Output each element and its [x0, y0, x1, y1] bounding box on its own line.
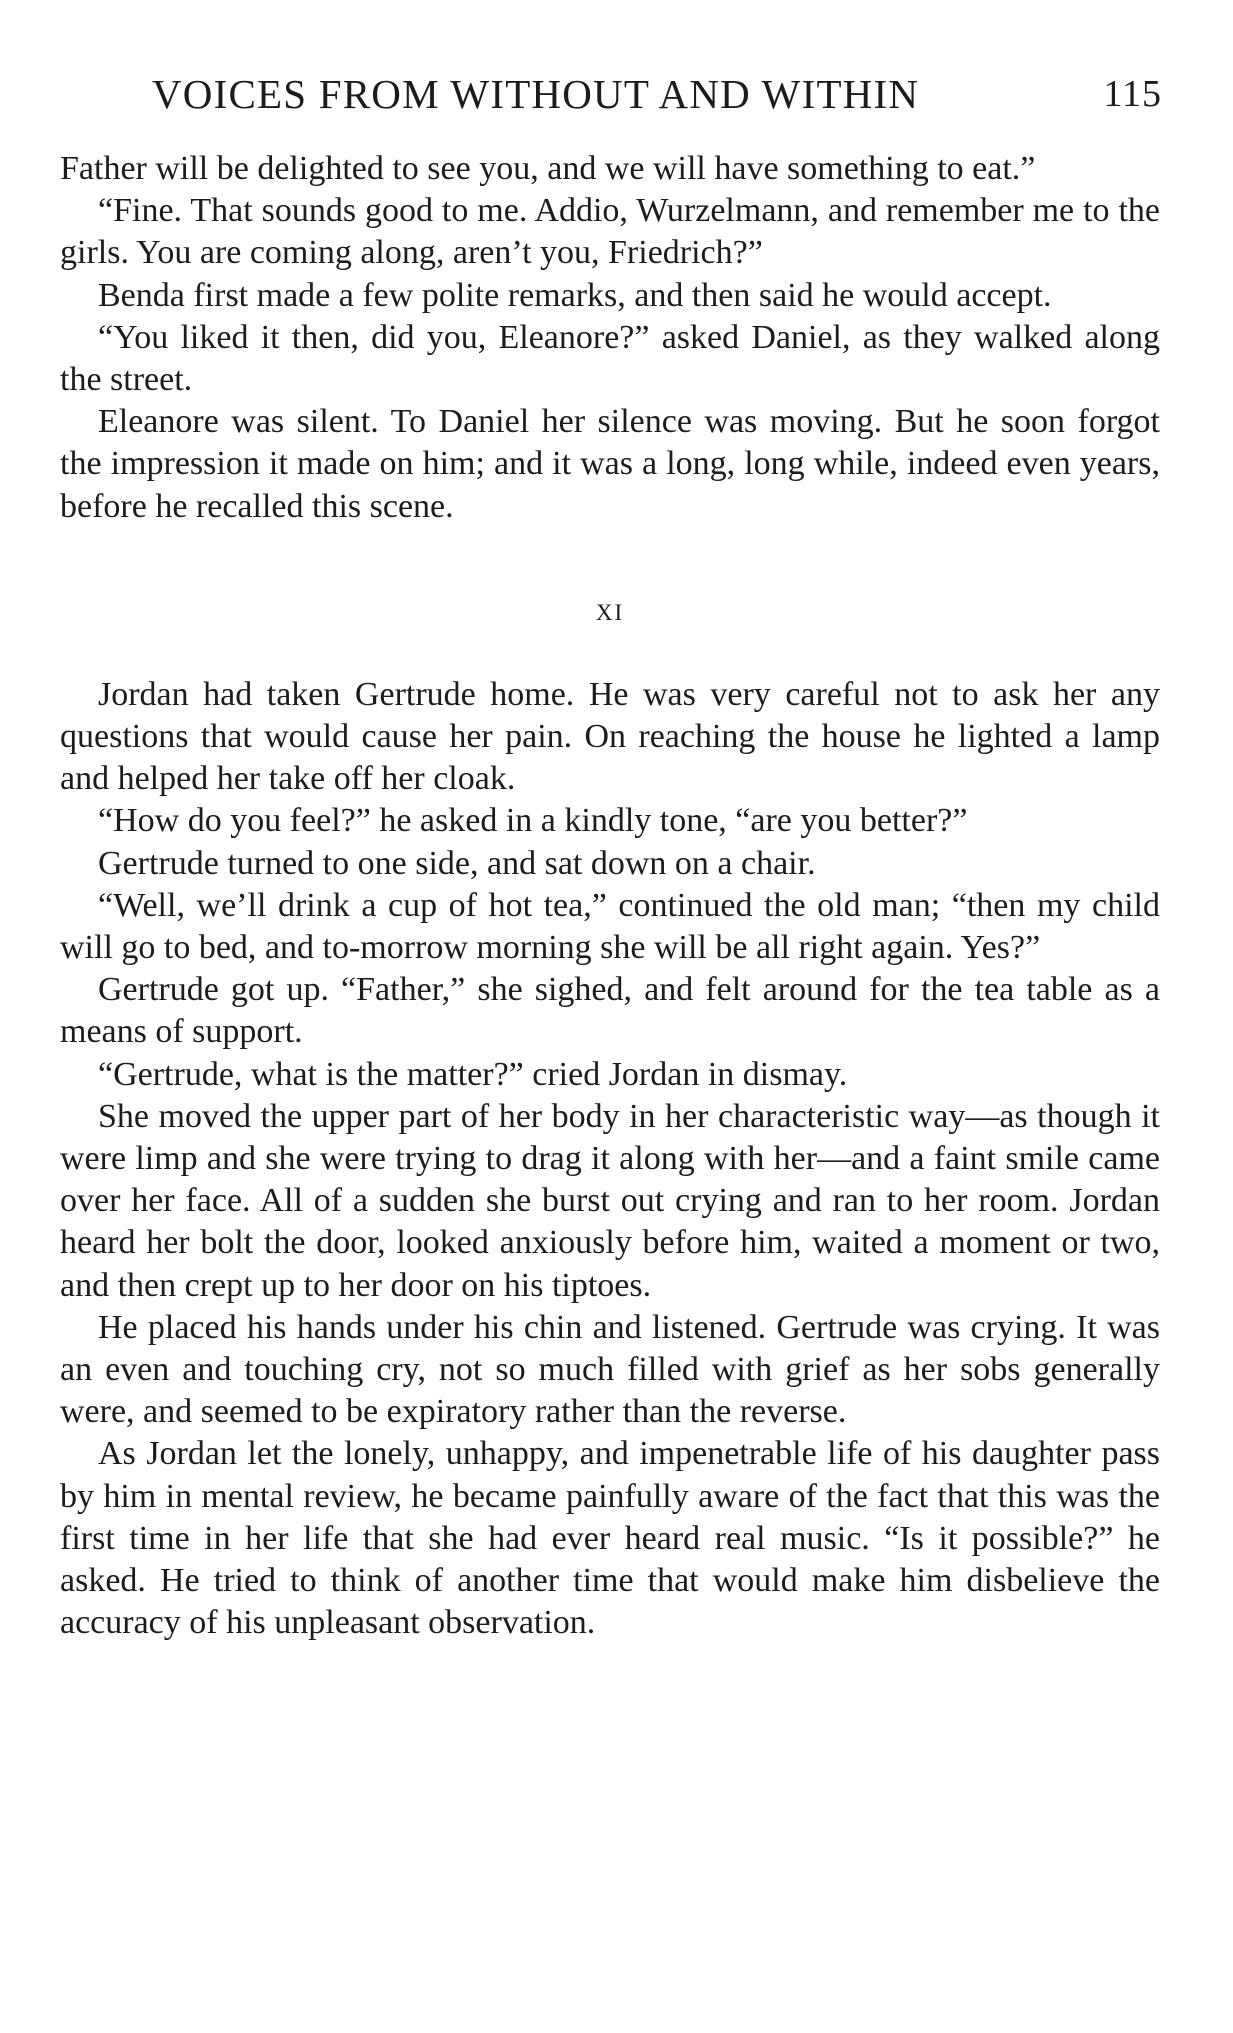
paragraph: She moved the upper part of her body in her characteristic way—as though it were limp and she were trying to drag it along with her—and a faint smile came over her face. All of a sudden she burst out crying and ran to her room. Jordan heard her bolt the door, looked anxiously before him, waited a moment or two, and then crept up to her door on his tiptoes. [60, 1097, 1160, 1304]
paragraph: “Gertrude, what is the matter?” cried Jordan in dismay. [98, 1055, 848, 1093]
body-text [60, 148, 1160, 1645]
paragraph: Eleanore was silent. To Daniel her silence was moving. But he soon forgot the impression it made on him; and it was a long, long while, indeed even years, before he recalled this scene. [60, 403, 1160, 525]
paragraph: He placed his hands under his chin and listened. Gertrude was crying. It was an even and touching cry, not so much filled with grief as her sobs generally were, and seemed to be expiratory rather than the reverse. [60, 1308, 1160, 1431]
section-number: XI [595, 599, 625, 625]
paragraph: “Well, we’ll drink a cup of hot tea,” continued the old man; “then my child will go to bed, and to-morrow morning she will be all right again. Yes?” [60, 886, 1160, 967]
paragraph: “How do you feel?” he asked in a kindly tone, “are you better?” [98, 802, 968, 840]
running-head [60, 70, 1160, 134]
paragraph: Jordan had taken Gertrude home. He was very careful not to ask her any questions that would cause her pain. On reaching the house he lighted a lamp and helped her take off her cloak. [60, 675, 1160, 798]
paragraph: “You liked it then, did you, Eleanore?” asked Daniel, as they walked along the street. [60, 318, 1160, 399]
paragraph: Gertrude turned to one side, and sat down on a chair. [98, 844, 816, 882]
book-page [60, 70, 1160, 1645]
paragraph-continued: Father will be delighted to see you, and we will have something to eat.” [60, 150, 1036, 187]
paragraph: Gertrude got up. “Father,” she sighed, and felt around for the tea table as a means of support. [60, 971, 1160, 1051]
paragraph: As Jordan let the lonely, unhappy, and impenetrable life of his daughter pass by him in mental review, he became painfully aware of the fact that this was the first time in her life that she had ever heard real music. “Is it possible?” he asked. He tried to think of another time that would make him disbelieve the accuracy of his unpleasant observation. [60, 1435, 1160, 1642]
paragraph: “Fine. That sounds good to me. Addio, Wurzelmann, and remember me to the girls. You are coming along, aren’t you, Friedrich?” [60, 192, 1160, 272]
running-title: VOICES FROM WITHOUT AND WITHIN [152, 71, 920, 117]
paragraph: Benda first made a few polite remarks, and then said he would accept. [98, 276, 1052, 314]
page-number: 115 [1103, 73, 1162, 115]
